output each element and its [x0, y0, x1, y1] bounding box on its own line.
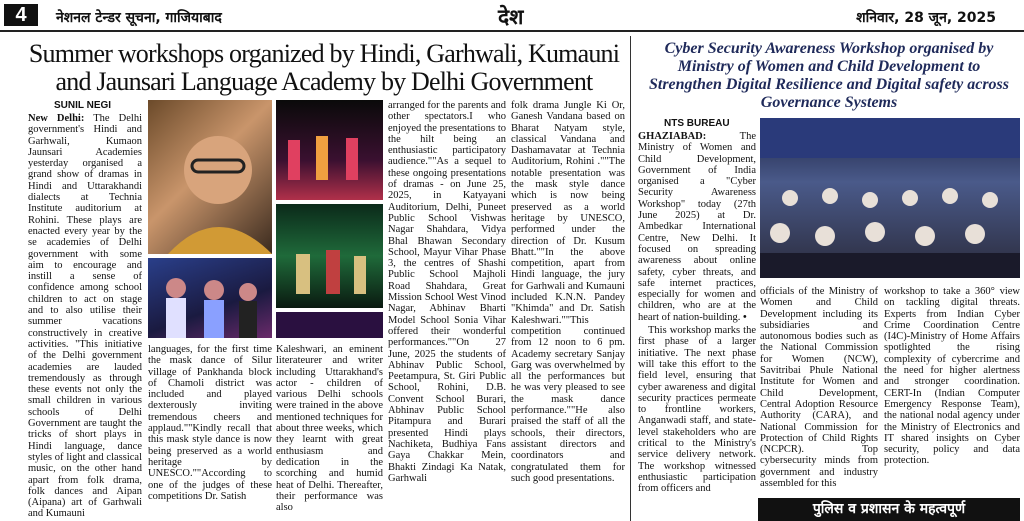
- main-byline: SUNIL NEGI: [54, 100, 112, 111]
- main-body-text-1: The Delhi government's Hindi and Garhwali, Kumaon Jaunsari Academies yesterday organised a grand show of dramas in Hindi and Uttarakhandi dialects at Technia Institute auditorium at Rohini. These plays are enacted every year by the se academies of Delhi government with some aim to encourage and instill a sense of confidence among school children to act on stage and to also utilise their summer vacations constructively in creative activities. "This initiative of the Delhi government academies are lauded tremendously as through these events not only the small children in various schools of Delhi Government are taught the tricks of short plays in Hindi language, dance styles of light and classical music, on the other hand apart from folk drama, folk dances and Aipan (Aipana) art of Garhwali and Kumauni: [28, 113, 142, 520]
- photo-green-stage: [276, 204, 383, 308]
- dance-graphic: [276, 100, 383, 200]
- portrait-graphic: [148, 100, 272, 254]
- green-stage-graphic: [276, 204, 383, 308]
- main-dateline: New Delhi:: [28, 113, 85, 124]
- side-dateline: GHAZIABAD:: [638, 131, 707, 142]
- main-article-column-4: [388, 100, 506, 521]
- main-body-text-3: Kaleshwari, an eminent literateurer and writer including Uttarakhand's actor - children of various Delhi schools were trained in the above mentioned techniques for about three weeks, which they learnt with great enthusiasm and dedication in the scorching and humid heat of Delhi. Thereafter, their performance was also: [276, 344, 383, 514]
- page-number: 4: [4, 4, 38, 26]
- column-divider: [630, 36, 631, 521]
- photo-strip: [276, 312, 383, 338]
- photo-dance-stage: [276, 100, 383, 200]
- side-article-column-2: [760, 286, 878, 496]
- main-body-text-4: arranged for the parents and other spectators.I who enjoyed the presentations to the hilt being an enthusiastic participatory audience.""As a sequel to these ongoing presentations of dramas - on June 25, 2025, in Katyayani Auditorium, Delhi, Puneet Public School Vishwas Nagar Shahdara, Vidya Bhal Bhawan Secondary School, Mayur Vihar Phase 3, the centres of Shashi Public School Majholi Road Shahdara, Great Mission School West Vinod Nagar, Abhinav Bharti Model School Sonia Vihar offered their wonderful performances.""On 27 June, 2025 the students of Abhinav Public School, Peetampura, St. Giri Public School, Rohini, D.B. Convent School Burari, Abhinav Public School Pitampura and Burari presented Hindi plays Nachiketa, Budhiya Fans Gaya Chakkar Mein, Bhakti Zindagi Ka Natak, Garhwali: [388, 100, 506, 484]
- performers-graphic: [148, 258, 272, 338]
- section-title: देश: [498, 5, 524, 29]
- newspaper-name: नेशनल टेन्डर सूचना, गाजियाबाद: [56, 10, 222, 26]
- side-body-text-1: The Ministry of Women and Child Development, Government of India organised a "Cyber Security Awareness Workshop" today (27th June 2025) at Dr. Ambedkar International Centre, New Delhi. It focused on spreading awareness about online safety, cyber threats, and safe internet practices, especially for women and children, who are at the heart of nation-building.: [638, 131, 756, 323]
- main-article-column-5: [511, 100, 625, 521]
- side-body-text-1b: This workshop marks the first phase of a larger initiative. The next phase will take this effort to the field level, ensuring that cyber awareness and digital security practices permeate to frontline workers, Anganwadi staff, and state-level stakeholders who are critical to the Ministry's service delivery network. The workshop witnessed enthusiastic participation from officers and: [638, 325, 756, 495]
- page-header: [0, 0, 1024, 32]
- audience-graphic: [760, 118, 1020, 278]
- photo-man-portrait: [148, 100, 272, 254]
- side-body-text-3: workshop to take a 360° view on tackling digital threats. Experts from Indian Cyber Crime Coordination Centre (I4C)-Ministry of Home Affairs spotlighted the rising complexity of cybercrime and the need for higher alertness and stronger coordination. CERT-In (Indian Computer Emergency Response Team), the national nodal agency under the Ministry of Electronics and IT shared insights on Cyber security, policy and data protection.: [884, 286, 1020, 467]
- photo-workshop-audience: [760, 118, 1020, 278]
- side-headline: Cyber Security Awareness Workshop organised by Ministry of Women and Child Development to Strengthen Digital Resilience and Digital safety across Governance Systems: [648, 40, 1009, 111]
- bullet: •: [742, 311, 747, 323]
- footer-section-box: पुलिस व प्रशासन के महत्वपूर्ण: [758, 498, 1020, 521]
- side-article-column-1: [638, 118, 756, 521]
- main-article-column-2: [148, 344, 272, 521]
- main-headline: Summer workshops organized by Hindi, Garhwali, Kumauni and Jaunsari Language Academy by Delhi Government: [28, 39, 620, 96]
- side-article-column-3: [884, 286, 1020, 496]
- side-byline: NTS BUREAU: [664, 118, 730, 129]
- issue-date: शनिवार, 28 जून, 2025: [856, 10, 996, 26]
- photo-stage-performers: [148, 258, 272, 338]
- main-article-column-1: [28, 100, 142, 521]
- main-article-column-3: [276, 344, 383, 521]
- main-body-text-5: folk drama Jungle Ki Or, Ganesh Vandana based on Bharat Natyam style, classical Vandana and Dashamavatar at Technia Auditorium, Rohini .""The notable presentation was the mask style dance which is now being preserved as a world heritage by UNESCO, performed under the direction of Dr. Kusum Bhatt.""In the above competition, apart from Hindi language, the jury for Garhwali and Kumauni included K.N.N. Pandey "Khimda" and Dr. Satish Kaleshwari.""This competition continued from 12 noon to 6 pm. Academy secretary Sanjay Garg was overwhelmed by all the performances but he was very pleased to see the mask dance performance.""He also praised the staff of all the schools, their directors, assistant directors and coordinators and congratulated them for such good presentations.: [511, 100, 625, 484]
- main-body-text-2: languages, for the first time the mask dance of Silur village of Pankhanda block of Chamoli district was included and played dexterously inviting tremendous cheers and applaud.""Kindly recall that this mask style dance is now being preserved as a world heritage by UNESCO.""According to one of the judges of these competitions Dr. Satish: [148, 344, 272, 502]
- side-body-text-2: officials of the Ministry of Women and Child Development including its subsidiaries and autonomous bodies such as the National Commission for Women (NCW), Savitribai Phule National Institute for Women and Child Development, Central Adoption Resource Authority (CARA), and National Commission for Protection of Child Rights (NCPCR). Top cybersecurity minds from government and industry assembled for this: [760, 286, 878, 490]
